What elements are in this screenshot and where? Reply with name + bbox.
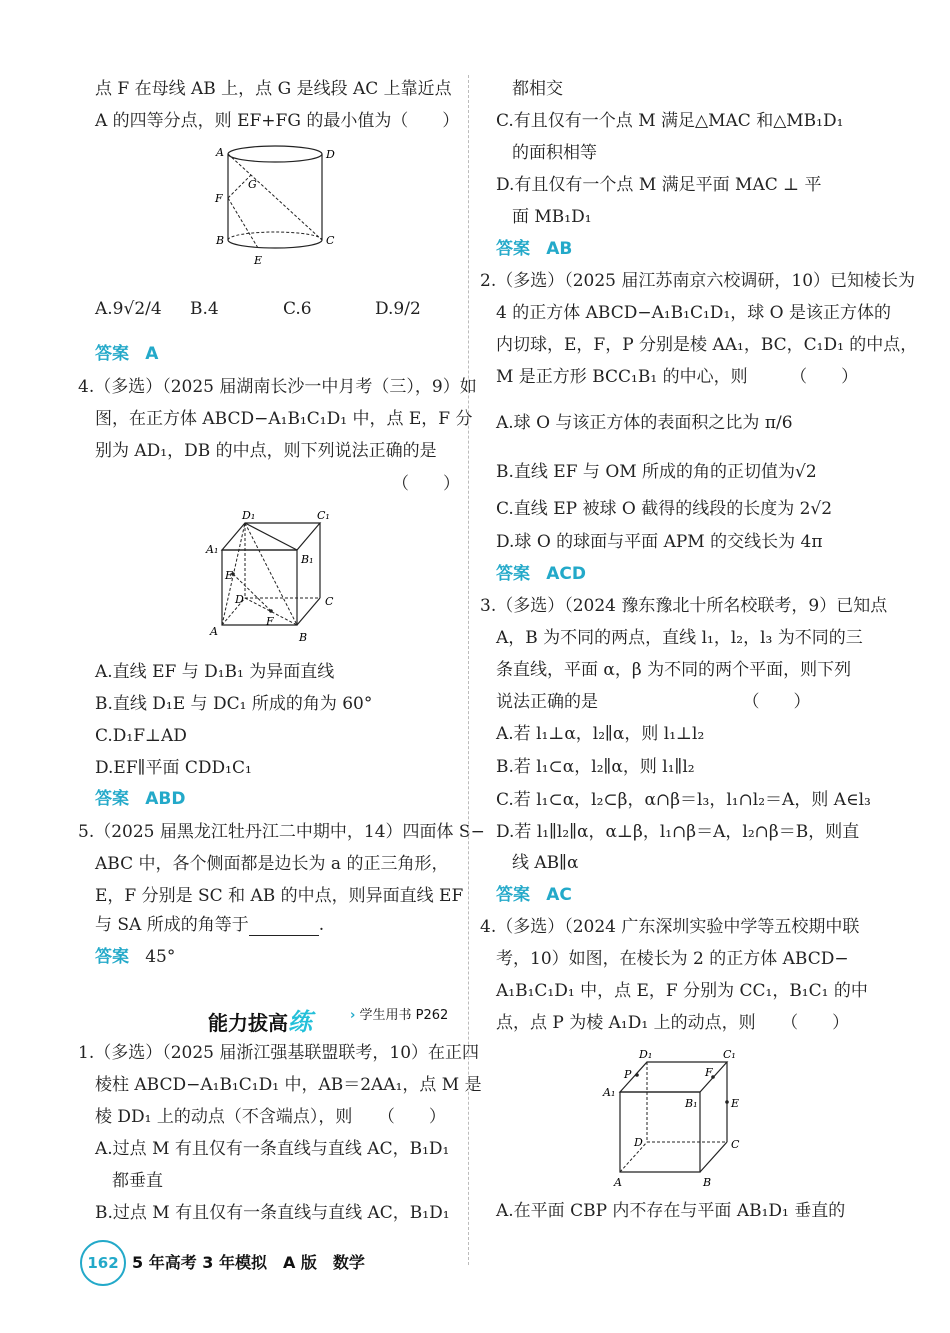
r-p4-line-2: 考，10）如图，在棱长为 2 的正方体 ABCD− <box>496 949 849 969</box>
column-divider <box>468 75 469 1265</box>
answer-value: AC <box>546 885 572 905</box>
answer-value: AB <box>546 239 573 259</box>
cube1-label-f: F <box>266 615 274 628</box>
r-p3-answer <box>496 884 572 906</box>
answer-value: A <box>145 344 159 364</box>
q3-answer <box>95 343 158 365</box>
answer-value: ABD <box>145 789 186 809</box>
q4-answer <box>95 788 185 810</box>
cube2-label-c: C <box>731 1138 740 1151</box>
q4-option-b: B.直线 D₁E 与 DC₁ 所成的角为 60° <box>95 694 373 714</box>
p1-line-6: B.过点 M 有且仅有一条直线与直线 AC，B₁D₁ <box>95 1203 450 1223</box>
r-p3-line-4: 说法正确的是 （ ） <box>496 692 811 712</box>
q3-option-d: D.9/2 <box>375 299 421 319</box>
cube1-label-e: E <box>225 569 234 582</box>
r-p3-line-6: B.若 l₁⊂α，l₂∥α，则 l₁∥l₂ <box>496 757 695 777</box>
answer-label: 答案 <box>95 947 129 967</box>
q5-line-4-text: 与 SA 所成的角等于 <box>95 915 249 935</box>
q5-line-1: 5.（2025 届黑龙江牡丹江二中期中，14）四面体 S− <box>78 822 485 842</box>
q3-option-b: B.4 <box>190 299 219 319</box>
r-p2-line-3: 内切球，E，F，P 分别是棱 AA₁，BC，C₁D₁ 的中点， <box>496 335 918 355</box>
cube2-label-b1: B₁ <box>685 1097 698 1110</box>
cube1-label-b: B <box>299 631 308 644</box>
r-p2-line-2: 4 的正方体 ABCD−A₁B₁C₁D₁，球 O 是该正方体的 <box>496 303 892 323</box>
r-p4-line-1: 4.（多选）（2024 广东深圳实验中学等五校期中联 <box>480 917 860 937</box>
q5-line-2: ABC 中，各个侧面都是边长为 a 的正三角形， <box>95 854 449 874</box>
cylinder-figure <box>210 140 340 270</box>
section-title-accent: 练 <box>288 1008 312 1036</box>
cube-figure-2 <box>595 1040 755 1190</box>
r-p1-line-4: D.有且仅有一个点 M 满足平面 MAC ⊥ 平 <box>496 175 822 195</box>
r-p3-line-2: A，B 为不同的两点，直线 l₁，l₂，l₃ 为不同的三 <box>496 628 863 648</box>
p1-line-5: 都垂直 <box>112 1171 163 1191</box>
r-p2-line-8: D.球 O 的球面与平面 APM 的交线长为 4π <box>496 532 823 552</box>
cyl-label-f: F <box>215 192 223 205</box>
q4-line-3: 别为 AD₁，DB 的中点，则下列说法正确的是 <box>95 441 437 461</box>
cube1-label-d1: D₁ <box>242 509 256 522</box>
answer-label: 答案 <box>95 344 129 364</box>
q3-option-c: C.6 <box>283 299 312 319</box>
cube1-label-d: D <box>235 593 244 606</box>
r-p1-line-2: C.有且仅有一个点 M 满足△MAC 和△MB₁D₁ <box>496 111 844 131</box>
r-p4-line-5: A.在平面 CBP 内不存在与平面 AB₁D₁ 垂直的 <box>496 1201 846 1221</box>
cube2-label-f: F <box>705 1066 713 1079</box>
chevron-right-icon: › <box>350 1008 356 1023</box>
cube2-label-p: P <box>624 1068 632 1081</box>
answer-label: 答案 <box>496 239 530 259</box>
q4-option-a: A.直线 EF 与 D₁B₁ 为异面直线 <box>95 662 335 682</box>
r-p1-line-3: 的面积相等 <box>512 143 597 163</box>
r-p2-line-5: A.球 O 与该正方体的表面积之比为 π/6 <box>496 413 793 433</box>
cube2-label-e: E <box>731 1097 740 1110</box>
r-p3-line-7: C.若 l₁⊂α，l₂⊂β，α∩β＝l₃，l₁∩l₂＝A，则 A∈l₃ <box>496 790 871 810</box>
r-p2-line-7: C.直线 EP 被球 O 截得的线段的长度为 2√2 <box>496 499 833 519</box>
cyl-label-g: G <box>248 178 257 191</box>
r-p3-line-8: D.若 l₁∥l₂∥α，α⊥β，l₁∩β＝A，l₂∩β＝B，则直 <box>496 822 860 842</box>
cyl-label-d: D <box>326 148 335 161</box>
q4-option-c: C.D₁F⊥AD <box>95 726 187 746</box>
r-p3-line-9: 线 AB∥α <box>512 853 579 873</box>
r-p1-line-5: 面 MB₁D₁ <box>512 207 592 227</box>
cube2-label-c1: C₁ <box>723 1048 736 1061</box>
q3-line-1: 点 F 在母线 AB 上，点 G 是线段 AC 上靠近点 <box>95 79 452 99</box>
r-p4-line-4: 点，点 P 为棱 A₁D₁ 上的动点，则 （ ） <box>496 1013 850 1033</box>
section-title-text: 能力拔高 <box>208 1011 288 1035</box>
q4-option-d: D.EF∥平面 CDD₁C₁ <box>95 758 252 778</box>
cube1-label-a1: A₁ <box>206 543 219 556</box>
r-p3-line-1: 3.（多选）（2024 豫东豫北十所名校联考，9）已知点 <box>480 596 888 616</box>
cyl-label-c: C <box>326 234 335 247</box>
answer-value: ACD <box>546 564 586 584</box>
cube2-label-a: A <box>614 1176 622 1189</box>
r-p2-line-1: 2.（多选）（2025 届江苏南京六校调研，10）已知棱长为 <box>480 271 916 291</box>
r-p3-line-5: A.若 l₁⊥α，l₂∥α，则 l₁⊥l₂ <box>496 724 705 744</box>
r-p1-answer <box>496 238 572 260</box>
q5-line-4: 与 SA 所成的角等于 . <box>95 915 325 935</box>
q5-answer <box>95 946 175 968</box>
q3-line-2: A 的四等分点，则 EF+FG 的最小值为（ ） <box>95 111 460 131</box>
section-ref-text: 学生用书 P262 <box>359 1008 449 1023</box>
p1-line-2: 棱柱 ABCD−A₁B₁C₁D₁ 中，AB＝2AA₁，点 M 是 <box>95 1075 482 1095</box>
cube2-label-a1: A₁ <box>603 1086 616 1099</box>
section-ref <box>350 1004 448 1023</box>
r-p2-line-6: B.直线 EF 与 OM 所成的角的正切值为√2 <box>496 462 817 482</box>
r-p1-line-1: 都相交 <box>512 79 563 99</box>
r-p4-line-3: A₁B₁C₁D₁ 中，点 E，F 分别为 CC₁，B₁C₁ 的中 <box>496 981 868 1001</box>
r-p2-answer <box>496 563 586 585</box>
cube1-label-a: A <box>210 625 218 638</box>
cube2-label-b: B <box>703 1176 712 1189</box>
p1-line-1: 1.（多选）（2025 届浙江强基联盟联考，10）在正四 <box>78 1043 480 1063</box>
cube-figure-1 <box>200 505 350 650</box>
r-p3-line-3: 条直线，平面 α，β 为不同的两个平面，则下列 <box>496 660 852 680</box>
cube2-label-d1: D₁ <box>639 1048 653 1061</box>
footer-title: 5 年高考 3 年模拟 A 版 数学 <box>132 1253 365 1272</box>
cube1-label-c: C <box>325 595 334 608</box>
q4-line-1: 4.（多选）（2025 届湖南长沙一中月考（三），9）如 <box>78 377 477 397</box>
p1-line-3: 棱 DD₁ 上的动点（不含端点），则 （ ） <box>95 1107 446 1127</box>
q5-line-3: E，F 分别是 SC 和 AB 的中点，则异面直线 EF <box>95 886 464 906</box>
p1-line-4: A.过点 M 有且仅有一条直线与直线 AC，B₁D₁ <box>95 1139 450 1159</box>
q4-line-2: 图，在正方体 ABCD−A₁B₁C₁D₁ 中，点 E，F 分 <box>95 409 473 429</box>
answer-label: 答案 <box>496 564 530 584</box>
answer-label: 答案 <box>496 885 530 905</box>
cube1-label-b1: B₁ <box>301 553 314 566</box>
r-p2-line-4: M 是正方形 BCC₁B₁ 的中心，则 （ ） <box>496 367 859 387</box>
cube2-label-d: D <box>634 1136 643 1149</box>
answer-blank <box>249 919 319 936</box>
cube1-label-c1: C₁ <box>317 509 330 522</box>
section-title <box>208 1002 312 1037</box>
q4-line-4: （ ） <box>392 474 460 494</box>
answer-value: 45° <box>145 947 176 967</box>
answer-label: 答案 <box>95 789 129 809</box>
cyl-label-a: A <box>216 146 224 159</box>
cyl-label-e: E <box>254 254 263 267</box>
page-number: 162 <box>80 1240 126 1286</box>
q3-option-a: A.9√2/4 <box>95 299 162 319</box>
cyl-label-b: B <box>216 234 225 247</box>
